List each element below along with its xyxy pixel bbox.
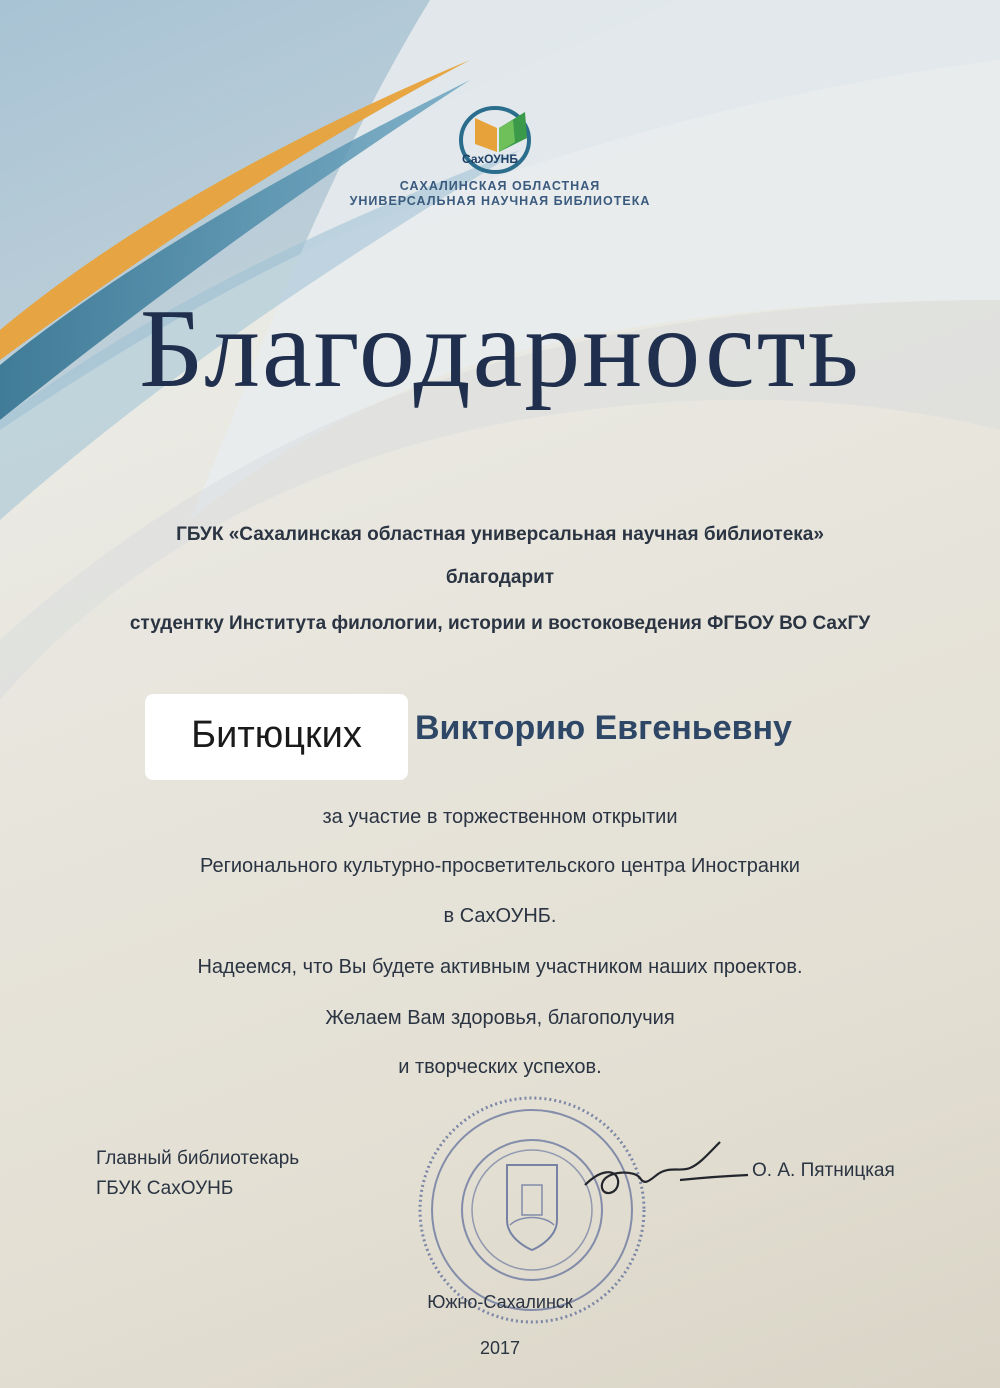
reason-line-1: за участие в торжественном открытии — [322, 806, 678, 828]
logo-label: СахОУНБ — [462, 152, 518, 166]
wish-line-1: Надеемся, что Вы будете активным участником наших проектов. — [197, 956, 803, 978]
signer-position-1: Главный библиотекарь — [96, 1148, 300, 1169]
city: Южно-Сахалинск — [427, 1292, 573, 1312]
recipient-role: студентку Института филологии, истории и востоковедения ФГБОУ ВО СахГУ — [129, 613, 871, 634]
organization-name: ГБУК «Сахалинская областная универсальная научная библиотека» — [176, 524, 824, 545]
handwritten-signature — [580, 1140, 750, 1210]
wish-line-3: и творческих успехов. — [398, 1056, 602, 1078]
signer-name: О. А. Пятницкая — [752, 1160, 895, 1181]
reason-line-2: Регионального культурно-просветительского центра Иностранки — [200, 855, 800, 877]
signer-position-2: ГБУК СахОУНБ — [96, 1178, 234, 1199]
org-name-line-2: УНИВЕРСАЛЬНАЯ НАУЧНАЯ БИБЛИОТЕКА — [349, 194, 651, 208]
recipient-first-names: Викторию Евгеньевну — [415, 709, 792, 747]
thanks-verb: благодарит — [445, 567, 555, 588]
org-name-line-1: САХАЛИНСКАЯ ОБЛАСТНАЯ — [399, 179, 601, 193]
certificate-title: Благодарность — [139, 287, 861, 411]
wish-line-2: Желаем Вам здоровья, благополучия — [325, 1007, 675, 1029]
recipient-surname: Битюцких — [191, 714, 362, 756]
reason-line-3: в СахОУНБ. — [443, 905, 557, 927]
year: 2017 — [479, 1338, 521, 1358]
